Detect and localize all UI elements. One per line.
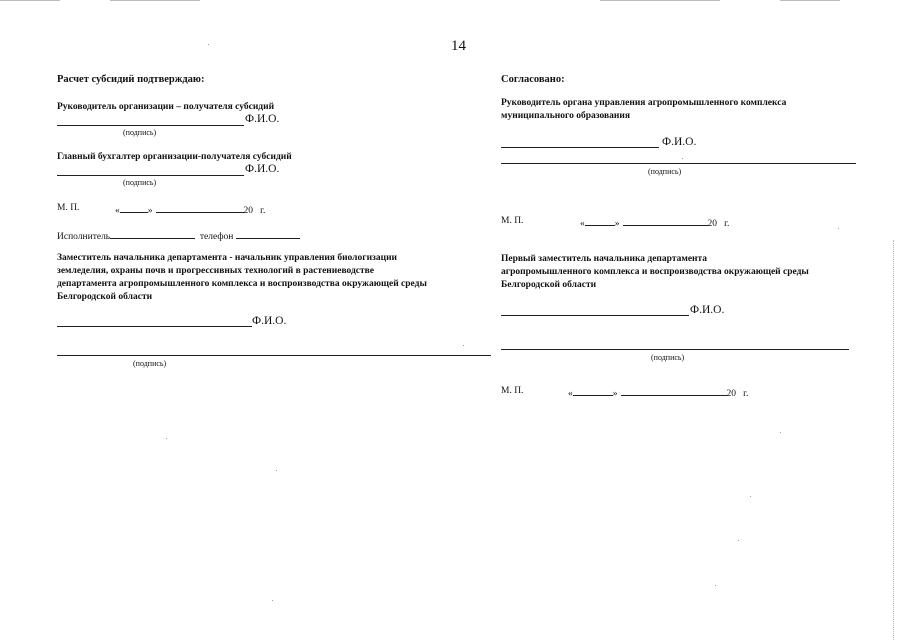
left-heading: Расчет субсидий подтверждаю: (57, 74, 205, 85)
scan-edge-line (780, 0, 840, 1)
deputy-role (57, 252, 427, 304)
month-blank (156, 203, 244, 213)
scan-speck (750, 496, 751, 497)
deputy-fio: Ф.И.О. (252, 315, 287, 327)
deputy-role-line: земледелия, охраны почв и прогрессивных технологий в растениеводстве (57, 266, 375, 276)
scan-speck (715, 585, 716, 586)
quote-close: » (612, 389, 618, 399)
head-signature-line (57, 125, 244, 126)
stamp-mark: М. П. (501, 386, 524, 396)
head-fio: Ф.И.О. (245, 113, 280, 125)
date-field (568, 386, 748, 399)
deputy-sign-caption: (подпись) (133, 359, 167, 368)
accountant-fio: Ф.И.О. (245, 163, 280, 175)
first-deputy-role (501, 253, 809, 292)
day-blank (573, 386, 613, 396)
day-blank (585, 216, 615, 226)
year-suffix: г. (743, 389, 749, 399)
date-field (115, 203, 265, 216)
scan-speck (272, 600, 273, 601)
scan-edge-line (0, 0, 60, 1)
month-blank (623, 216, 708, 226)
municipal-fio: Ф.И.О. (662, 136, 697, 148)
scan-speck (463, 345, 464, 346)
quote-close: » (147, 206, 153, 216)
day-blank (120, 203, 148, 213)
scan-speck (682, 158, 683, 159)
executor-field (57, 229, 300, 242)
accountant-signature-line (57, 175, 244, 176)
scan-edge-line (110, 0, 200, 1)
municipal-role-line: Руководитель органа управления агропромышленного комплекса (501, 98, 787, 108)
deputy-role-line: Заместитель начальника департамента - начальник управления биологизации (57, 253, 398, 263)
scan-speck (276, 470, 277, 471)
phone-blank (236, 229, 300, 239)
accountant-role: Главный бухгалтер организации-получателя субсидий (57, 152, 292, 162)
first-deputy-sign-caption: (подпись) (651, 353, 685, 362)
scan-speck (838, 228, 839, 229)
year-prefix: 20 (707, 219, 717, 229)
stamp-mark: М. П. (57, 203, 80, 213)
head-role: Руководитель организации – получателя субсидий (57, 102, 275, 112)
municipal-long-line (501, 163, 856, 164)
first-deputy-fio: Ф.И.О. (690, 304, 725, 316)
deputy-long-line (57, 355, 491, 356)
page-number: 14 (451, 38, 466, 54)
first-deputy-role-line: Первый заместитель начальника департамента (501, 254, 708, 264)
quote-open: « (568, 389, 573, 399)
accountant-sign-caption: (подпись) (123, 178, 157, 187)
deputy-role-line: Белгородской области (57, 292, 153, 302)
scan-speck (208, 44, 209, 45)
head-sign-caption: (подпись) (123, 128, 157, 137)
year-prefix: 20 (726, 389, 736, 399)
municipal-sign-caption: (подпись) (648, 167, 682, 176)
scan-speck (780, 432, 781, 433)
deputy-signature-line (57, 326, 252, 327)
quote-close: » (614, 219, 620, 229)
first-deputy-long-line (501, 349, 849, 350)
right-heading: Согласовано: (501, 74, 565, 85)
quote-open: « (115, 206, 120, 216)
municipal-role (501, 97, 786, 123)
executor-blank (110, 229, 195, 239)
year-prefix: 20 (243, 206, 253, 216)
date-field (580, 216, 729, 229)
first-deputy-role-line: агропромышленного комплекса и воспроизводства окружающей среды (501, 267, 809, 277)
first-deputy-role-line: Белгородской области (501, 280, 597, 290)
quote-open: « (580, 219, 585, 229)
scan-edge-line (600, 0, 720, 1)
year-suffix: г. (724, 219, 730, 229)
phone-label: телефон (199, 232, 234, 242)
first-deputy-signature-line (501, 315, 689, 316)
municipal-signature-line (501, 147, 659, 148)
month-blank (621, 386, 727, 396)
year-suffix: г. (260, 206, 266, 216)
municipal-role-line: муниципального образования (501, 111, 630, 121)
scan-edge-line (893, 240, 894, 640)
stamp-mark: М. П. (501, 216, 524, 226)
executor-label: Исполнитель (57, 232, 111, 242)
deputy-role-line: департамента агропромышленного комплекса и воспроизводства окружающей среды (57, 279, 427, 289)
scan-speck (166, 438, 167, 439)
scan-speck (738, 540, 739, 541)
